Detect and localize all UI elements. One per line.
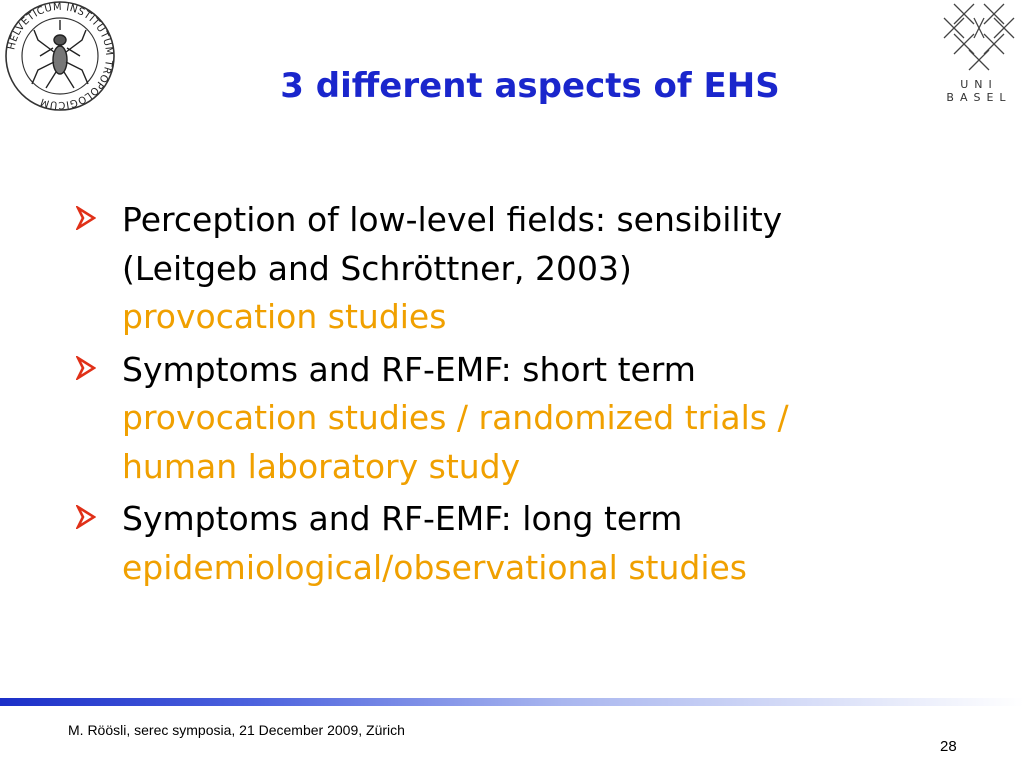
bullet-text-line: Symptoms and RF-EMF: long term xyxy=(122,499,683,538)
footer-bar xyxy=(0,698,1024,706)
bullet-highlight-line: epidemiological/observational studies xyxy=(122,547,748,587)
arrow-bullet-icon xyxy=(76,505,96,529)
bullet-item xyxy=(76,495,976,592)
logo-text-uni: UNI xyxy=(960,78,998,91)
bullet-highlight-line: provocation studies / randomized trials / xyxy=(122,398,789,437)
bullet-highlight-line: human laboratory study xyxy=(122,446,521,486)
bullet-highlight-line: provocation studies xyxy=(122,297,447,336)
logo-text-basel: BASEL xyxy=(946,91,1012,104)
page-number: 28 xyxy=(940,738,957,755)
arrow-bullet-icon xyxy=(76,356,96,380)
bullet-text-line: Perception of low-level fields: sensibility xyxy=(122,200,783,239)
slide-title: 3 different aspects of EHS xyxy=(280,66,780,106)
bullet-item xyxy=(76,346,976,492)
footer-text: M. Röösli, serec symposia, 21 December 2009, Zürich xyxy=(68,722,405,738)
university-logo xyxy=(940,0,1018,108)
bullet-list xyxy=(76,196,976,596)
arrow-bullet-icon xyxy=(76,206,96,230)
bullet-text-line: Symptoms and RF-EMF: short term xyxy=(122,349,696,389)
institute-seal-icon xyxy=(4,0,116,112)
seal-text: HELVETICUM INSTITUTUM TROPOLOGICUM xyxy=(6,1,115,111)
bullet-text-line: (Leitgeb and Schröttner, 2003) xyxy=(122,248,632,288)
bullet-item xyxy=(76,196,976,342)
university-logo-icon xyxy=(940,0,1018,72)
